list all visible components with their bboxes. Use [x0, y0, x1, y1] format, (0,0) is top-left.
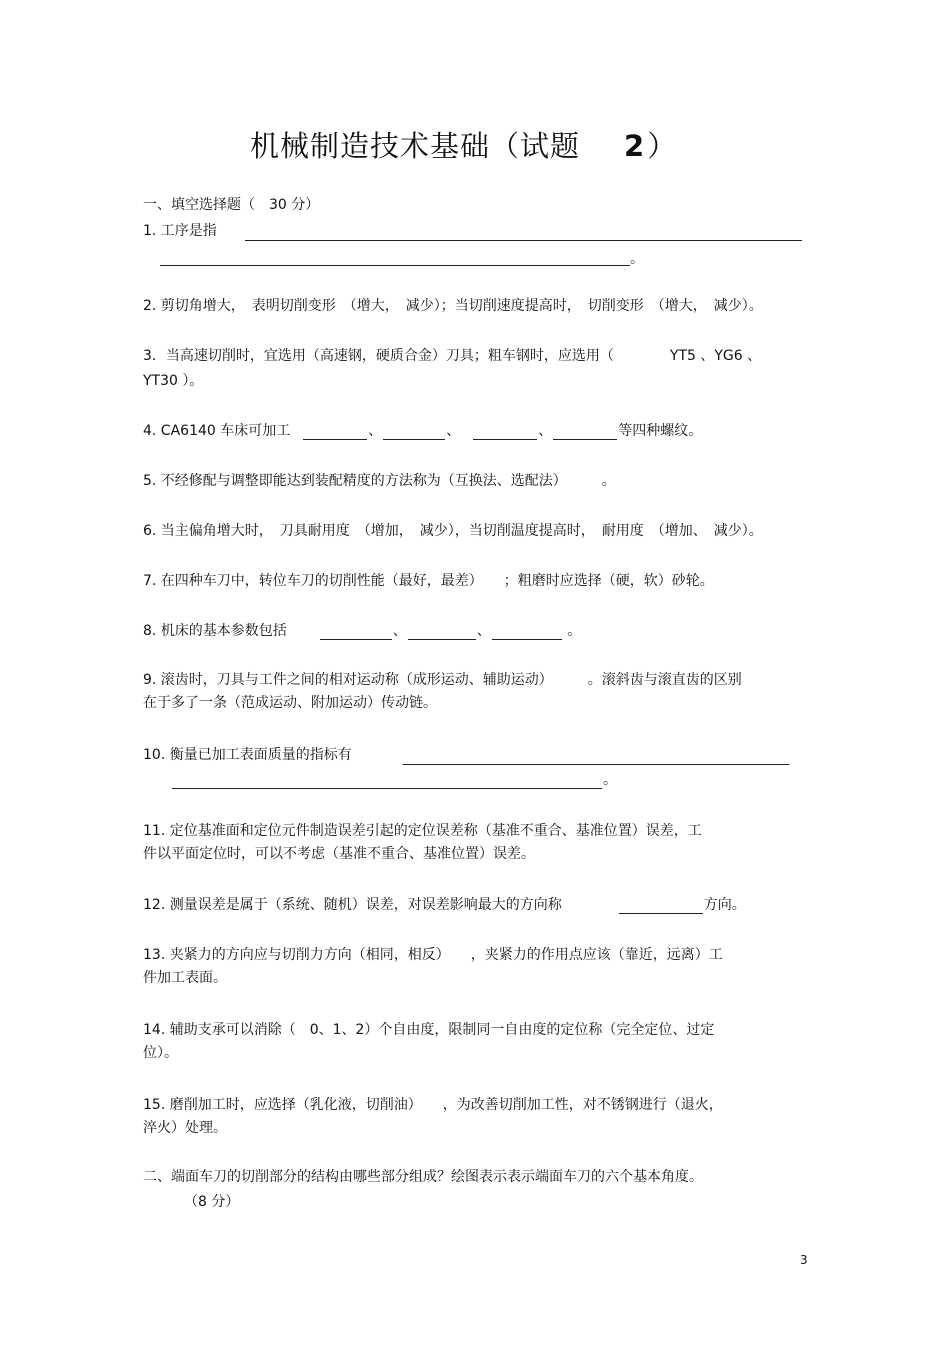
- answer-blank: [553, 425, 617, 440]
- answer-blank: [619, 899, 703, 914]
- answer-blank: [383, 425, 445, 440]
- answer-line: [160, 265, 630, 266]
- question-1-end: 。: [630, 251, 644, 267]
- question-9-line-2: 在于多了一条（范成运动、附加运动）传动链。: [143, 695, 437, 711]
- question-10: 10. 衡量已加工表面质量的指标有: [143, 747, 352, 763]
- answer-line: [172, 788, 602, 789]
- question-11-line-2: 件以平面定位时，可以不考虑（基准不重合、基准位置）误差。: [143, 846, 535, 862]
- question-14-line-1: 14. 辅助支承可以消除（ 0、1、2）个自由度，限制同一自由度的定位称（完全定位、过定: [143, 1022, 715, 1038]
- page-number: 3: [800, 1253, 808, 1267]
- question-13-line-1: 13. 夹紧力的方向应与切削力方向（相同，相反） ，夹紧力的作用点应该（靠近，远离）工: [143, 947, 723, 963]
- question-10-end: 。: [603, 772, 617, 788]
- answer-blank: [492, 625, 562, 640]
- question-15-line-2: 淬火）处理。: [143, 1120, 227, 1136]
- question-6: 6. 当主偏角增大时， 刀具耐用度 （增加， 减少），当切削温度提高时， 耐用度 （增加、 减少）。: [143, 523, 763, 539]
- question-7: 7. 在四种车刀中，转位车刀的切削性能（最好，最差） ；粗磨时应选择（硬，软）砂轮。: [143, 573, 714, 589]
- answer-blank: [320, 625, 392, 640]
- answer-blank: [473, 425, 537, 440]
- answer-blank: [408, 625, 476, 640]
- question-9-line-1: 9. 滚齿时，刀具与工件之间的相对运动称（成形运动、辅助运动） 。滚斜齿与滚直齿的区别: [143, 672, 742, 688]
- question-14-line-2: 位）。: [143, 1045, 178, 1061]
- question-1: 1. 工序是指: [143, 223, 217, 239]
- answer-blank: [303, 425, 367, 440]
- section-2-heading: 二、端面车刀的切削部分的结构由哪些部分组成？绘图表示表示端面车刀的六个基本角度。: [143, 1169, 703, 1185]
- question-8: 8. 机床的基本参数包括 、 、 。: [143, 623, 582, 639]
- question-3-line-1: 3．当高速切削时，宜选用（高速钢，硬质合金）刀具；粗车钢时，应选用（ YT5 、YG6 、: [143, 348, 762, 364]
- question-5: 5. 不经修配与调整即能达到装配精度的方法称为（互换法、选配法） 。: [143, 473, 616, 489]
- question-2: 2. 剪切角增大， 表明切削变形 （增大， 减少）；当切削速度提高时， 切削变形 （增大， 减少）。: [143, 298, 763, 314]
- section-2-points: （8 分）: [184, 1194, 240, 1210]
- section-1-heading: 一、填空选择题（ 30 分）: [143, 197, 320, 213]
- question-3-line-2: YT30 ）。: [143, 373, 204, 389]
- question-15-line-1: 15. 磨削加工时，应选择（乳化液，切削油） ，为改善切削加工性，对不锈钢进行（退火，: [143, 1097, 723, 1113]
- answer-line: [403, 764, 789, 765]
- question-12: 12. 测量误差是属于（系统、随机）误差，对误差影响最大的方向称 方向。: [143, 897, 746, 913]
- title-number: 2: [624, 129, 646, 163]
- answer-line: [245, 240, 802, 241]
- question-4: 4. CA6140 车床可加工 、 、 、 等四种螺纹。: [143, 423, 703, 439]
- question-11-line-1: 11. 定位基准面和定位元件制造误差引起的定位误差称（基准不重合、基准位置）误差，工: [143, 823, 702, 839]
- question-13-line-2: 件加工表面。: [143, 970, 227, 986]
- page-title: 机械制造技术基础（试题 2）: [250, 129, 678, 163]
